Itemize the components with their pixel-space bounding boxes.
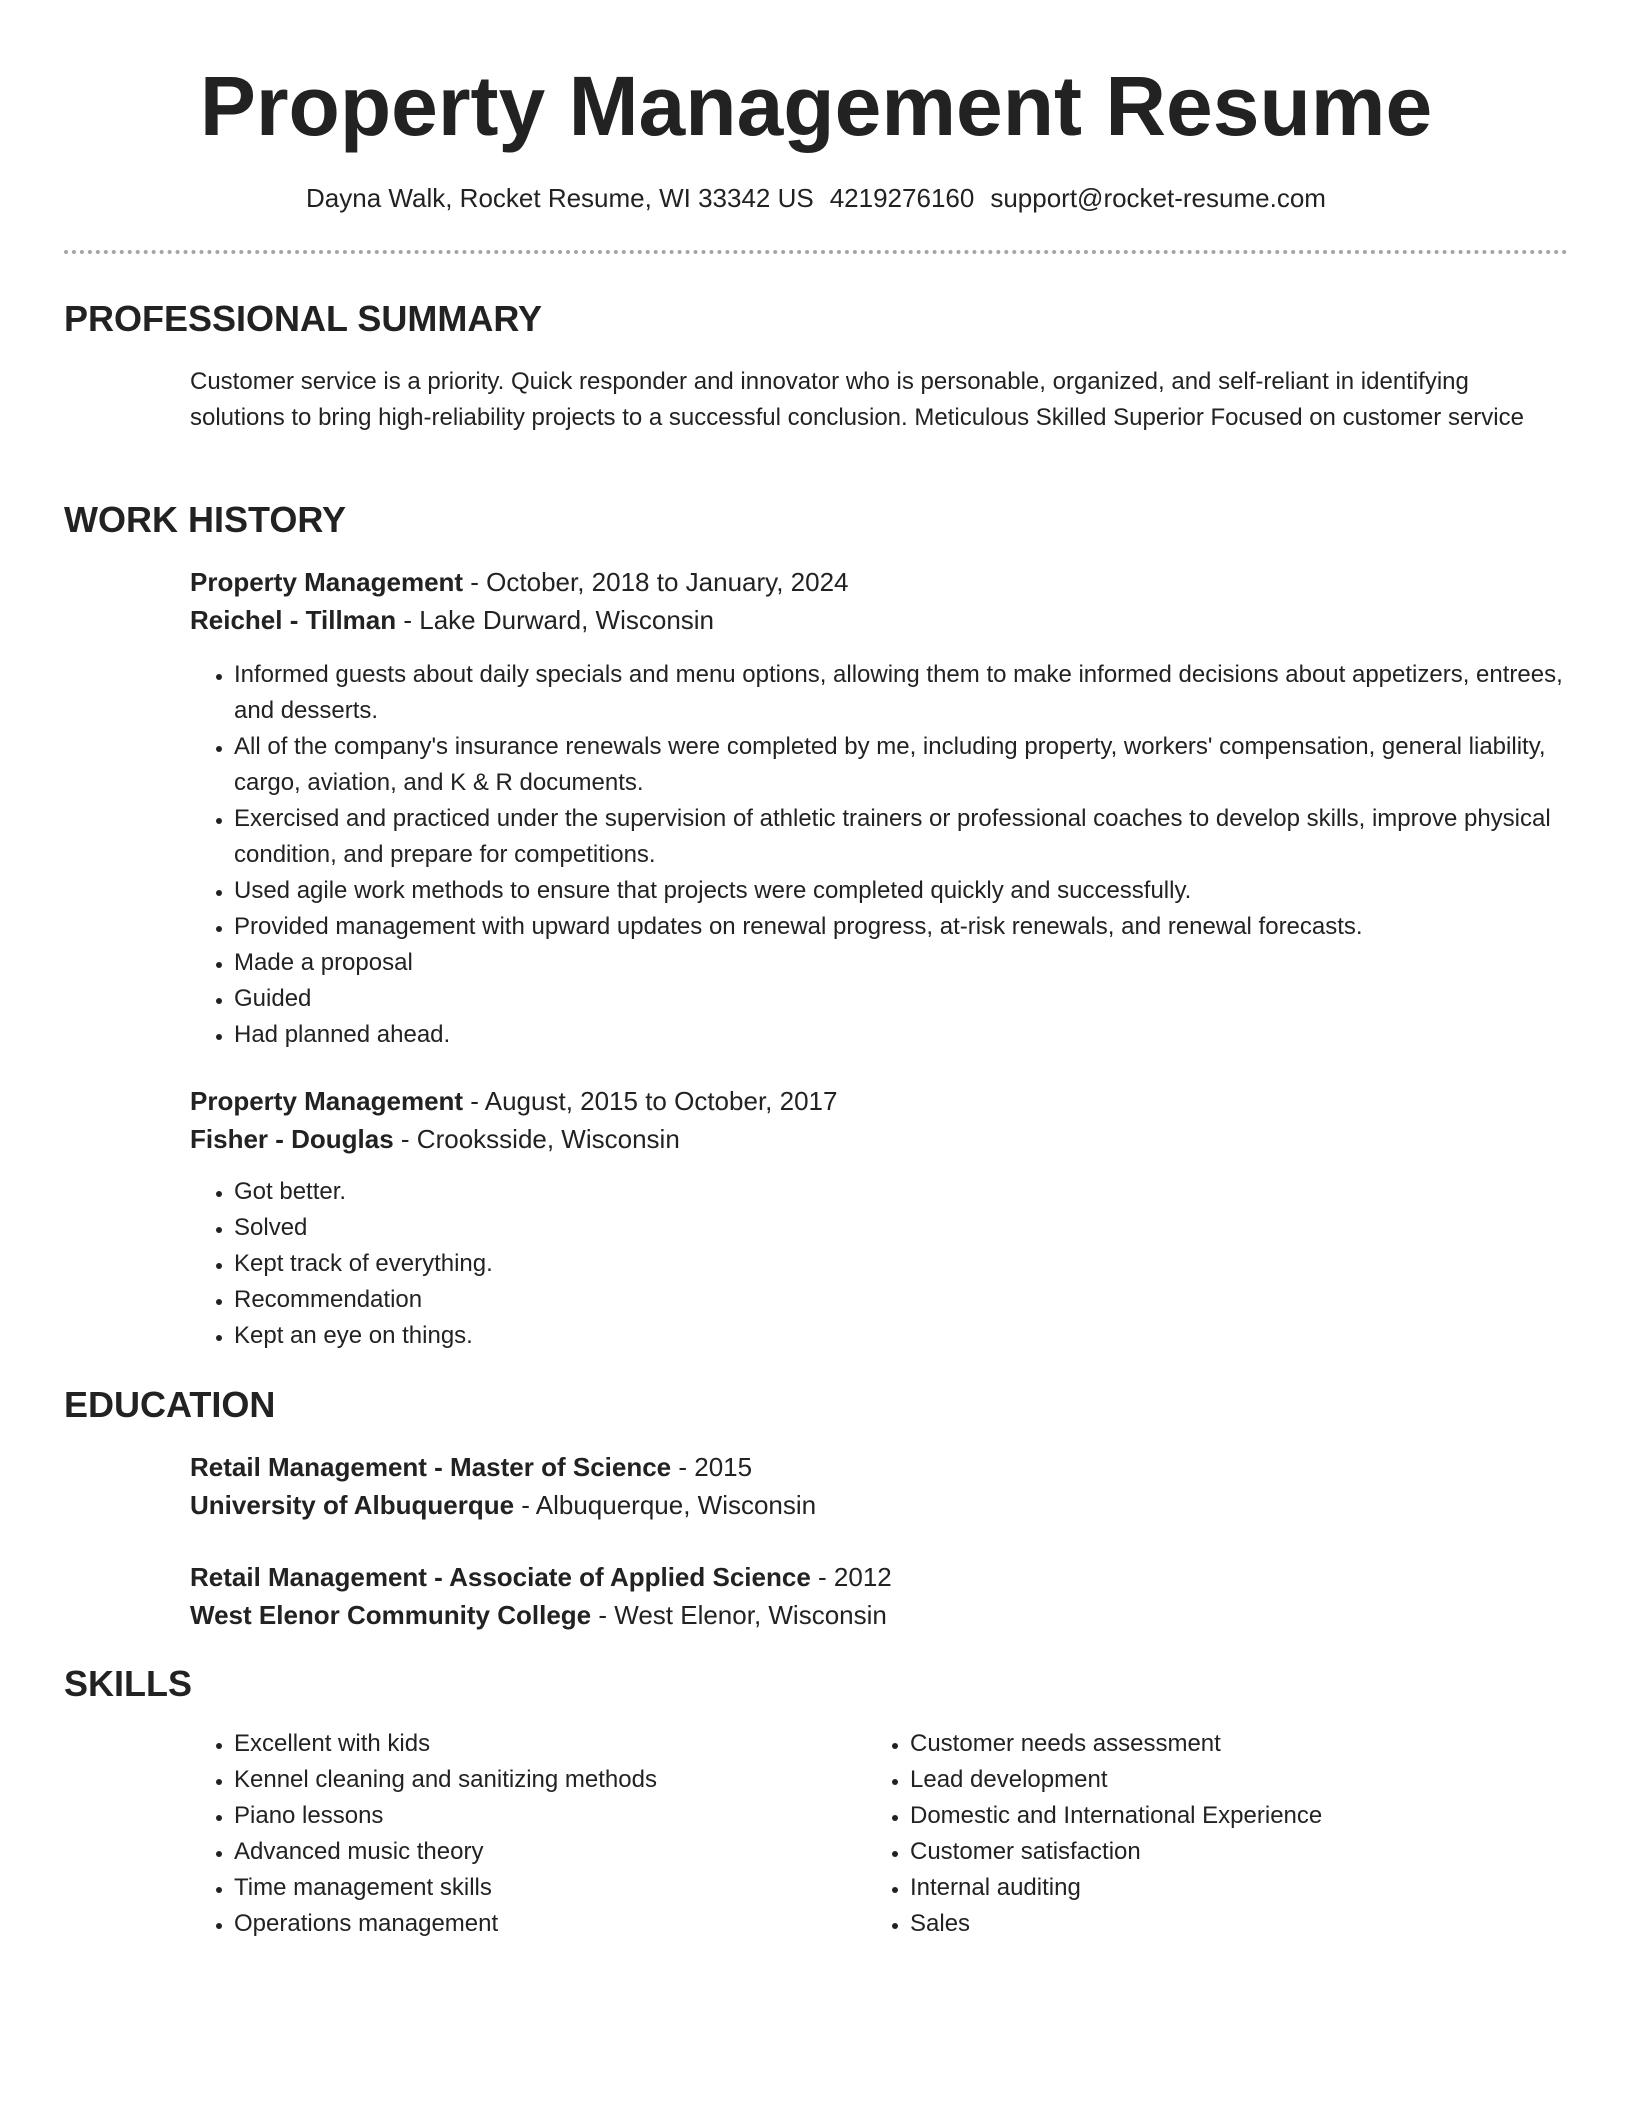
- job-title-line: [190, 1082, 1568, 1120]
- degree: Retail Management - Associate of Applied Science: [190, 1562, 811, 1592]
- list-item: • Guided: [234, 981, 1574, 1017]
- skill-item: • Time management skills: [234, 1870, 870, 1906]
- skill-item: • Excellent with kids: [234, 1726, 870, 1762]
- education-heading: EDUCATION: [64, 1384, 276, 1425]
- skill-item: • Customer needs assessment: [910, 1726, 1546, 1762]
- skill-item: • Lead development: [910, 1762, 1546, 1798]
- list-item: • Got better.: [234, 1174, 1568, 1210]
- contact-address: Dayna Walk, Rocket Resume, WI 33342 US: [306, 183, 814, 213]
- contact-info: [64, 180, 1568, 216]
- list-item: • Recommendation: [234, 1282, 1568, 1318]
- school-location: - Albuquerque, Wisconsin: [514, 1490, 817, 1520]
- list-item: • Had planned ahead.: [234, 1017, 1574, 1053]
- school: University of Albuquerque: [190, 1490, 515, 1520]
- education-entry: [190, 1558, 1568, 1634]
- skill-item: • Internal auditing: [910, 1870, 1546, 1906]
- list-item: • Provided management with upward updates on renewal progress, at-risk renewals, and renewal forecasts.: [234, 909, 1574, 945]
- job-entry: [190, 1082, 1568, 1354]
- skills-column-left: [190, 1726, 870, 1942]
- job-duties-list: [190, 1174, 1568, 1354]
- skill-item: • Customer satisfaction: [910, 1834, 1546, 1870]
- graduation-year: - 2012: [810, 1562, 892, 1592]
- job-company: Reichel - Tillman: [190, 605, 397, 635]
- job-location: - Lake Durward, Wisconsin: [396, 605, 715, 635]
- skill-item: • Advanced music theory: [234, 1834, 870, 1870]
- list-item: • Informed guests about daily specials and menu options, allowing them to make informed decisions about appetizers, entrees, and desserts.: [234, 657, 1574, 729]
- job-title-line: [190, 563, 1568, 601]
- work-history-heading: WORK HISTORY: [64, 499, 347, 540]
- job-dates: - August, 2015 to October, 2017: [463, 1086, 838, 1116]
- contact-phone: 4219276160: [829, 183, 975, 213]
- list-item: • Used agile work methods to ensure that projects were completed quickly and successfully.: [234, 873, 1574, 909]
- resume-title: Property Management Resume: [199, 59, 1433, 153]
- resume-page: [64, 0, 1568, 1937]
- school-line: [190, 1486, 1568, 1524]
- contact-email: support@rocket-resume.com: [990, 183, 1326, 213]
- summary-heading: PROFESSIONAL SUMMARY: [64, 298, 543, 339]
- education-entry: [190, 1448, 1568, 1524]
- list-item: • Solved: [234, 1210, 1568, 1246]
- job-location: - Crooksside, Wisconsin: [393, 1124, 680, 1154]
- job-title: Property Management: [190, 567, 464, 597]
- summary-section: [190, 364, 1560, 436]
- summary-text: Customer service is a priority. Quick responder and innovator who is personable, organized, and self-reliant in identifying solutions to bring high-reliability projects to a successful conclusion. Meticulous Skilled Superior Focused on customer service: [190, 368, 1524, 431]
- job-dates: - October, 2018 to January, 2024: [463, 567, 849, 597]
- skill-item: • Kennel cleaning and sanitizing methods: [234, 1762, 870, 1798]
- skills-list: [190, 1726, 870, 1942]
- list-item: • Made a proposal: [234, 945, 1574, 981]
- skills-list: [866, 1726, 1546, 1942]
- job-company: Fisher - Douglas: [190, 1124, 394, 1154]
- header-divider: [64, 250, 1568, 254]
- degree: Retail Management - Master of Science: [190, 1452, 672, 1482]
- school: West Elenor Community College: [190, 1600, 592, 1630]
- degree-line: [190, 1448, 1568, 1486]
- job-duties-list: [190, 657, 1574, 1053]
- school-line: [190, 1596, 1568, 1634]
- skills-heading: SKILLS: [64, 1663, 193, 1704]
- list-item: • Exercised and practiced under the supervision of athletic trainers or professional coaches to develop skills, improve physical condition, and prepare for competitions.: [234, 801, 1574, 873]
- skill-item: • Piano lessons: [234, 1798, 870, 1834]
- skill-item: • Sales: [910, 1906, 1546, 1942]
- list-item: • All of the company's insurance renewals were completed by me, including property, workers' compensation, general liability, cargo, aviation, and K & R documents.: [234, 729, 1574, 801]
- school-location: - West Elenor, Wisconsin: [591, 1600, 887, 1630]
- degree-line: [190, 1558, 1568, 1596]
- skills-column-right: [866, 1726, 1546, 1942]
- list-item: • Kept an eye on things.: [234, 1318, 1568, 1354]
- skill-item: • Domestic and International Experience: [910, 1798, 1546, 1834]
- job-company-line: [190, 1120, 1568, 1158]
- list-item: • Kept track of everything.: [234, 1246, 1568, 1282]
- job-company-line: [190, 601, 1568, 639]
- job-entry: [190, 563, 1568, 1053]
- job-title: Property Management: [190, 1086, 464, 1116]
- graduation-year: - 2015: [671, 1452, 753, 1482]
- skill-item: • Operations management: [234, 1906, 870, 1942]
